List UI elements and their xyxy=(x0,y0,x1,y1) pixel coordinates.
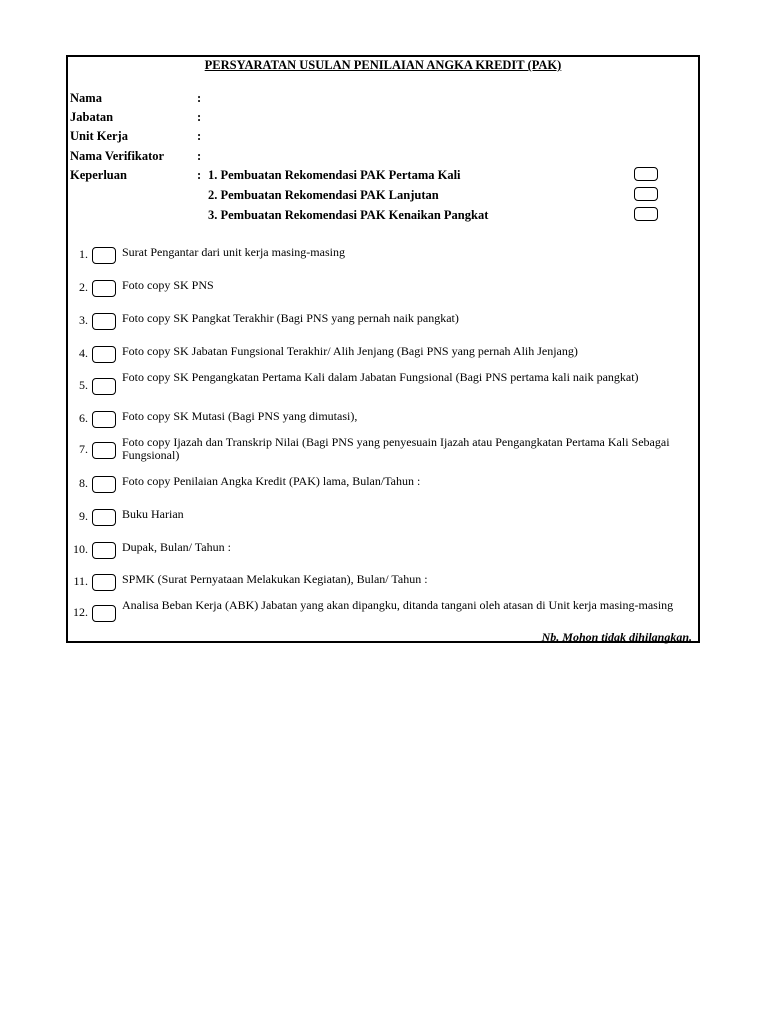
item-number: 8. xyxy=(79,476,88,490)
keperluan-checkbox-3[interactable] xyxy=(634,207,658,221)
item-number: 9. xyxy=(79,509,88,523)
field-separator: : xyxy=(197,168,202,182)
field-label: Unit Kerja xyxy=(70,129,128,143)
item-text: Foto copy Penilaian Angka Kredit (PAK) lama, Bulan/Tahun : xyxy=(122,474,421,488)
item-checkbox[interactable] xyxy=(92,574,116,591)
item-checkbox[interactable] xyxy=(92,442,116,459)
field-label: Jabatan xyxy=(70,110,114,124)
field-separator: : xyxy=(197,149,202,163)
item-checkbox[interactable] xyxy=(92,378,116,395)
item-text: Foto copy SK PNS xyxy=(122,278,214,292)
item-text: Foto copy Ijazah dan Transkrip Nilai (Bagi PNS yang penyesuain Ijazah atau Pengangkatan Pertama Kali Sebagai Fungsional) xyxy=(122,435,670,462)
item-checkbox[interactable] xyxy=(92,313,116,330)
item-text: Foto copy SK Jabatan Fungsional Terakhir/ Alih Jenjang (Bagi PNS yang pernah Alih Jenjang) xyxy=(122,344,578,358)
item-number: 5. xyxy=(79,378,88,392)
field-label: Nama xyxy=(70,91,102,105)
item-text: Foto copy SK Pangkat Terakhir (Bagi PNS yang pernah naik pangkat) xyxy=(122,311,459,325)
item-number: 4. xyxy=(79,346,88,360)
item-text: Buku Harian xyxy=(122,507,184,521)
item-number: 2. xyxy=(79,280,88,294)
item-number: 10. xyxy=(73,542,88,556)
item-checkbox[interactable] xyxy=(92,247,116,264)
item-checkbox[interactable] xyxy=(92,346,116,363)
item-checkbox[interactable] xyxy=(92,411,116,428)
item-text: Foto copy SK Pengangkatan Pertama Kali dalam Jabatan Fungsional (Bagi PNS pertama kali naik pangkat) xyxy=(122,370,639,384)
field-label: Nama Verifikator xyxy=(70,149,165,163)
keperluan-checkbox-2[interactable] xyxy=(634,187,658,201)
field-separator: : xyxy=(197,110,202,124)
item-checkbox[interactable] xyxy=(92,542,116,559)
item-text: Analisa Beban Kerja (ABK) Jabatan yang akan dipangku, ditanda tangani oleh atasan di Unit kerja masing-masing xyxy=(122,598,674,612)
item-text: SPMK (Surat Pernyataan Melakukan Kegiatan), Bulan/ Tahun : xyxy=(122,572,428,586)
form-title: PERSYARATAN USULAN PENILAIAN ANGKA KREDIT (PAK) xyxy=(204,58,562,72)
field-label: Keperluan xyxy=(70,168,127,182)
item-number: 6. xyxy=(79,411,88,425)
keperluan-checkbox-1[interactable] xyxy=(634,167,658,181)
footnote: Nb. Mohon tidak dihilangkan. xyxy=(541,630,692,644)
item-checkbox[interactable] xyxy=(92,605,116,622)
keperluan-option-3: 3. Pembuatan Rekomendasi PAK Kenaikan Pangkat xyxy=(208,208,489,222)
item-number: 12. xyxy=(73,605,88,619)
field-separator: : xyxy=(197,91,202,105)
keperluan-option-2: 2. Pembuatan Rekomendasi PAK Lanjutan xyxy=(208,188,439,202)
item-number: 3. xyxy=(79,313,88,327)
item-text: Dupak, Bulan/ Tahun : xyxy=(122,540,231,554)
item-number: 11. xyxy=(73,574,88,588)
item-text: Foto copy SK Mutasi (Bagi PNS yang dimutasi), xyxy=(122,409,358,423)
requirements-form xyxy=(66,55,700,643)
item-number: 1. xyxy=(79,247,88,261)
keperluan-option-1: 1. Pembuatan Rekomendasi PAK Pertama Kali xyxy=(208,168,461,182)
field-separator: : xyxy=(197,129,202,143)
item-checkbox[interactable] xyxy=(92,509,116,526)
item-text: Surat Pengantar dari unit kerja masing-masing xyxy=(122,245,345,259)
item-checkbox[interactable] xyxy=(92,476,116,493)
item-checkbox[interactable] xyxy=(92,280,116,297)
item-number: 7. xyxy=(79,442,88,456)
